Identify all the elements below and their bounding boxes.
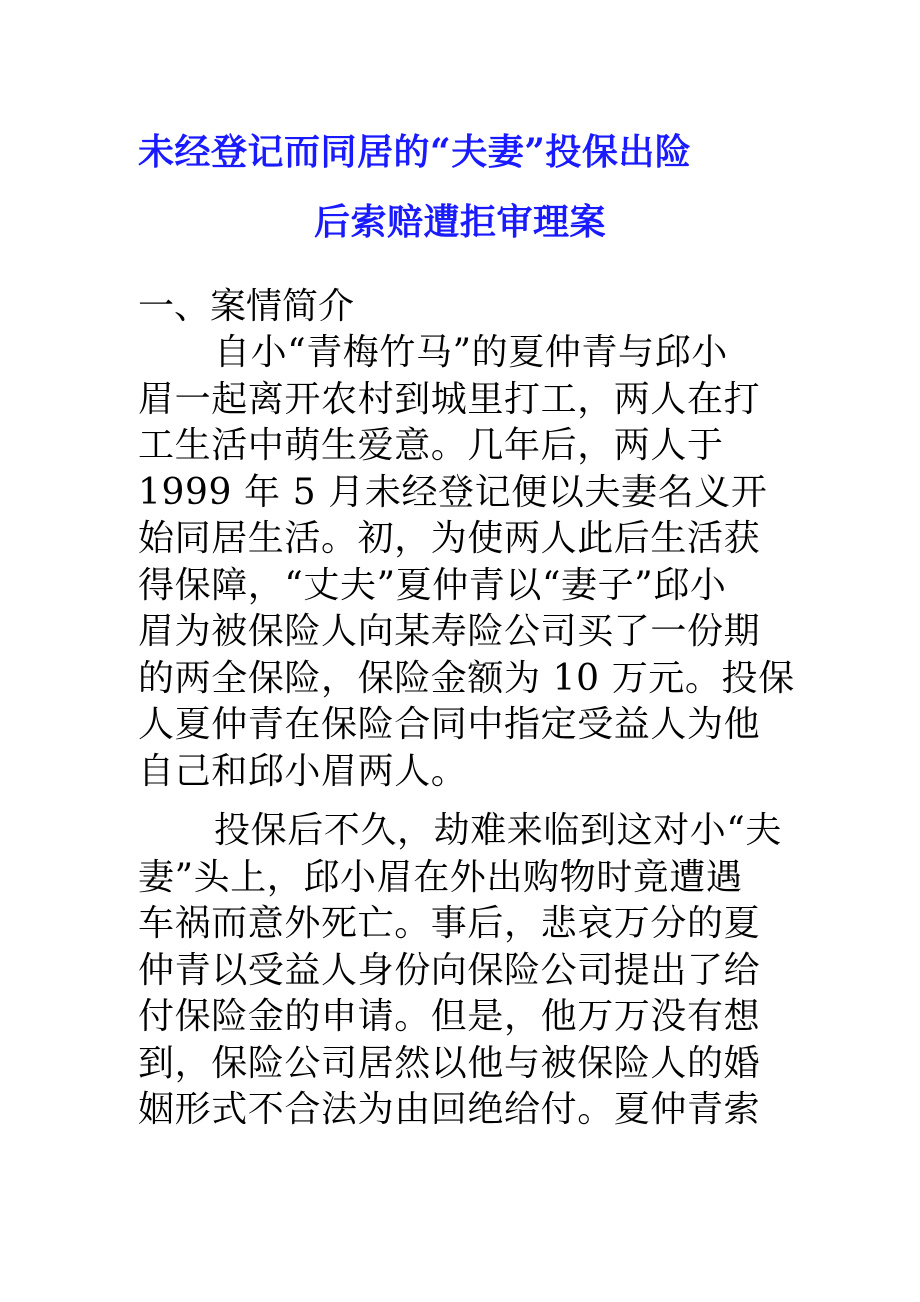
paragraph-accident xyxy=(138,808,788,1134)
paragraph-line: 自己和邱小眉两人。 xyxy=(138,750,468,792)
document-title-line-1: 未经登记而同居的“夫妻”投保出险 xyxy=(138,131,692,173)
paragraph-line: 工生活中萌生爱意。几年后，两人于 xyxy=(138,425,724,466)
paragraph-line: 车祸而意外死亡。事后，悲哀万分的夏 xyxy=(138,903,761,944)
paragraph-line: 仲青以受益人身份向保险公司提出了给 xyxy=(138,949,761,991)
paragraph-line: 眉一起离开农村到城里打工，两人在打 xyxy=(138,378,761,420)
paragraph-line: 得保障，“丈夫”夏仲青以“妻子”邱小 xyxy=(138,564,727,606)
paragraph-line: 妻”头上，邱小眉在外出购物时竟遭遇 xyxy=(138,856,743,898)
paragraph-line: 眉为被保险人向某寿险公司买了一份期 xyxy=(138,611,761,652)
paragraph-line: 的两全保险，保险金额为 10 万元。投保 xyxy=(138,657,795,699)
paragraph-line: 始同居生活。初，为使两人此后生活获 xyxy=(138,518,761,559)
paragraph-line: 姻形式不合法为由回绝给付。夏仲青索 xyxy=(138,1089,761,1130)
paragraph-line: 人夏仲青在保险合同中指定受益人为他 xyxy=(138,704,761,745)
paragraph-line: 投保后不久，劫难来临到这对小“夫 xyxy=(214,810,783,851)
paragraph-line: 付保险金的申请。但是，他万万没有想 xyxy=(138,996,761,1037)
document-title-line-2: 后索赔遭拒审理案 xyxy=(313,201,606,243)
paragraph-case-intro xyxy=(138,330,795,795)
paragraph-line: 1999 年 5 月未经登记便以夫妻名义开 xyxy=(138,471,768,513)
section-heading: 一、案情简介 xyxy=(138,286,355,327)
paragraph-line: 到，保险公司居然以他与被保险人的婚 xyxy=(138,1042,761,1084)
paragraph-line: 自小“青梅竹马”的夏仲青与邱小 xyxy=(214,332,728,373)
